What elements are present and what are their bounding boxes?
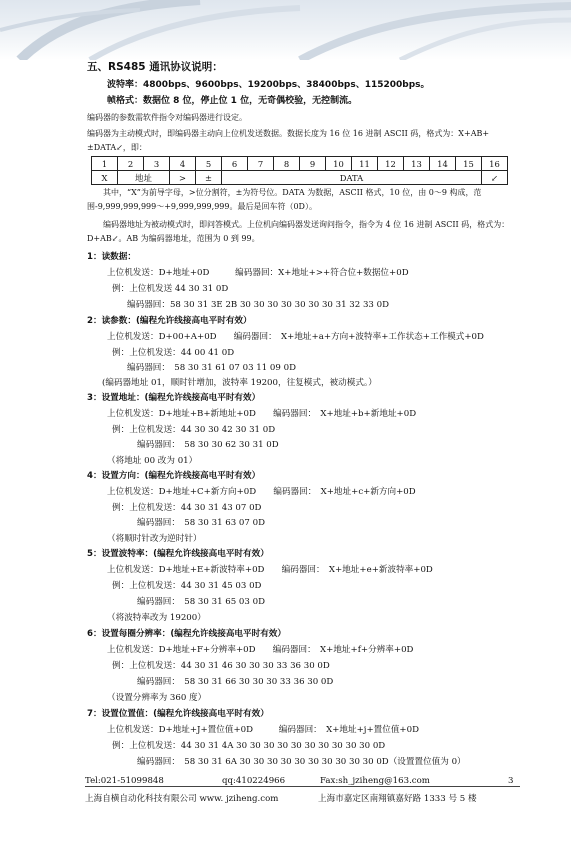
field-data-cell: DATA: [222, 171, 482, 185]
example-line: 编码器回：58 30 31 3E 2B 30 30 30 30 30 30 30 31 32 33 0D: [127, 300, 389, 310]
example-line: 编码器回： 58 30 31 65 03 0D: [137, 597, 265, 607]
section-title-text: 4：设置方向：: [87, 471, 145, 481]
index-cell: 7: [248, 157, 274, 171]
command-line: 上位机发送：D+地址+B+新地址+0D 编码器回： X+地址+b+新地址+0D: [107, 409, 417, 419]
passive-mode-paragraph: 编码器地址为被动模式时，即问答模式。上位机向编码器发送询问指令，指令为 4 位 16 进制 ASCII 码，格式为：D+AB↙。AB 为编码器地址，范围为 0 到 99。: [87, 220, 510, 243]
baud-value: 4800bps、9600bps、19200bps、38400bps、115200bps。: [143, 80, 430, 90]
section-heading: [87, 549, 269, 560]
section-note: (编程允许线接高电平时有效）: [144, 393, 261, 403]
remark-line: （将波特率改为 19200）: [107, 613, 206, 623]
section-note: (编程允许线接高电平时有效）: [170, 629, 286, 639]
section-note: (编程允许线接高电平时有效）: [144, 471, 261, 481]
decorative-header-band: [0, 0, 571, 60]
index-cell: 16: [482, 157, 508, 171]
remark-line: （将顺时针改为逆时针）: [107, 534, 202, 544]
index-cell: 3: [144, 157, 170, 171]
index-cell: 14: [430, 157, 456, 171]
section-heading: [87, 393, 260, 404]
remark-line: （设置分辨率为 360 度）: [107, 693, 207, 703]
example-line: 编码器回： 58 30 31 63 07 0D: [137, 518, 265, 528]
section-heading: [87, 629, 286, 640]
example-line: 编码器回： 58 30 31 6A 30 30 30 30 30 30 30 30 30 30 0D（设置置位值为 0）: [137, 757, 466, 767]
index-cell: 15: [456, 157, 482, 171]
intro-line-3: ±DATA↙，即：: [87, 143, 147, 152]
footer-tel: Tel:021-51099848: [85, 776, 164, 786]
command-line: 上位机发送：D+00+A+0D 编码器回： X+地址+a+方向+波特率+工作状态+工作模式+0D: [107, 332, 484, 342]
section-heading: [87, 316, 252, 327]
section-note: (编程允许线接高电平时有效）: [153, 709, 269, 719]
index-cell: 1: [92, 157, 118, 171]
example-line: 例：上位机发送：44 30 31 46 30 30 30 33 36 30 0D: [112, 661, 330, 671]
section-title-text: 3：设置地址：: [87, 393, 145, 403]
command-line: 上位机发送：D+地址+F+分辨率+0D 编码器回： X+地址+f+分辨率+0D: [107, 645, 414, 655]
example-line: 例：上位机发送：44 30 31 4A 30 30 30 30 30 30 30 30 30 30 0D: [112, 741, 386, 751]
field-end-cell: ↙: [482, 171, 508, 185]
section-heading: [87, 252, 136, 263]
field-row: [92, 171, 508, 185]
example-line: 编码器回： 58 30 31 61 07 03 11 09 0D: [127, 363, 296, 373]
section-title-text: 5：设置波特率：: [87, 549, 154, 559]
section-heading: [87, 709, 269, 720]
baud-rate-line: [107, 80, 430, 91]
frame-format-line: [107, 96, 357, 107]
footer-company: 上海自横自动化科技有限公司 www. jziheng.com: [85, 794, 279, 804]
section-title-text: 6：设置每圈分辨率：: [87, 629, 171, 639]
frame-structure-table: [91, 156, 508, 185]
section-title-text: 2：读参数：: [87, 316, 136, 326]
section-heading: [87, 471, 260, 482]
field-separator-cell: >: [170, 171, 196, 185]
command-line: 上位机发送：D+地址+J+置位值+0D 编码器回： X+地址+j+置位值+0D: [107, 725, 419, 735]
command-line: 上位机发送：D+地址+E+新波特率+0D 编码器回： X+地址+e+新波特率+0D: [107, 565, 433, 575]
example-line: 例：上位机发送：44 30 30 42 30 31 0D: [112, 425, 276, 435]
section-note: (编程允许线接高电平时有效）: [153, 549, 269, 559]
section-title: 五、RS485 通讯协议说明：: [87, 61, 223, 73]
command-line: 上位机发送：D+地址+0D 编码器回：X+地址+>+符合位+数据位+0D: [107, 268, 409, 278]
footer-fax: Fax:sh_jziheng@163.com: [320, 776, 430, 786]
example-line: 例：上位机发送：44 30 31 43 07 0D: [112, 503, 262, 513]
index-cell: 12: [378, 157, 404, 171]
field-sign-cell: ±: [196, 171, 222, 185]
command-line: 上位机发送：D+地址+C+新方向+0D 编码器回： X+地址+c+新方向+0D: [107, 487, 416, 497]
page-number: 3: [508, 776, 514, 786]
index-cell: 4: [170, 157, 196, 171]
section-note: (编程允许线接高电平时有效）: [135, 316, 252, 326]
index-cell: 10: [326, 157, 352, 171]
field-prefix-cell: X: [92, 171, 118, 185]
field-address-cell: 地址: [118, 171, 170, 185]
baud-label: 波特率：: [107, 80, 144, 90]
footer-address: 上海市嘉定区南翔镇嘉好路 1333 号 5 楼: [318, 794, 477, 804]
frame-value: 数据位 8 位，停止位 1 位，无奇偶校验，无控制流。: [143, 96, 358, 106]
intro-line-1: 编码器的参数需软件指令对编码器进行设定。: [87, 113, 247, 122]
frame-label: 帧格式：: [107, 96, 144, 106]
index-row: [92, 157, 508, 171]
note-paragraph: 其中，“X”为前导字母，>位分割符，±为符号位。DATA 为数据，ASCII 格式，10 位，由 0～9 构成，范围-9,999,999,999～+9,999,999,999。最后是回车符（0D）。: [87, 188, 482, 211]
footer-divider: [85, 786, 520, 787]
footer-qq: qq:410224966: [222, 776, 286, 786]
index-cell: 6: [222, 157, 248, 171]
index-cell: 8: [274, 157, 300, 171]
index-cell: 13: [404, 157, 430, 171]
index-cell: 9: [300, 157, 326, 171]
index-cell: 2: [118, 157, 144, 171]
remark-line: （将地址 00 改为 01）: [107, 456, 198, 466]
example-line: 例：上位机发送：44 00 41 0D: [112, 348, 235, 358]
example-line: 例：上位机发送 44 30 31 0D: [112, 284, 229, 294]
index-cell: 5: [196, 157, 222, 171]
section-title-text: 1：读数据：: [87, 252, 136, 262]
index-cell: 11: [352, 157, 378, 171]
example-line: 编码器回： 58 30 31 66 30 30 30 33 36 30 0D: [137, 677, 334, 687]
intro-line-2: 编码器为主动模式时，即编码器主动向上位机发送数据。数据长度为 16 位 16 进制 ASCII 码，格式为：X+AB+: [87, 129, 490, 138]
remark-line: (编码器地址 01，顺时针增加，波特率 19200，往复模式，被动模式。）: [102, 378, 377, 388]
example-line: 编码器回： 58 30 30 62 30 31 0D: [137, 440, 279, 450]
example-line: 例：上位机发送：44 30 31 45 03 0D: [112, 581, 262, 591]
section-title-text: 7：设置位置值：: [87, 709, 154, 719]
